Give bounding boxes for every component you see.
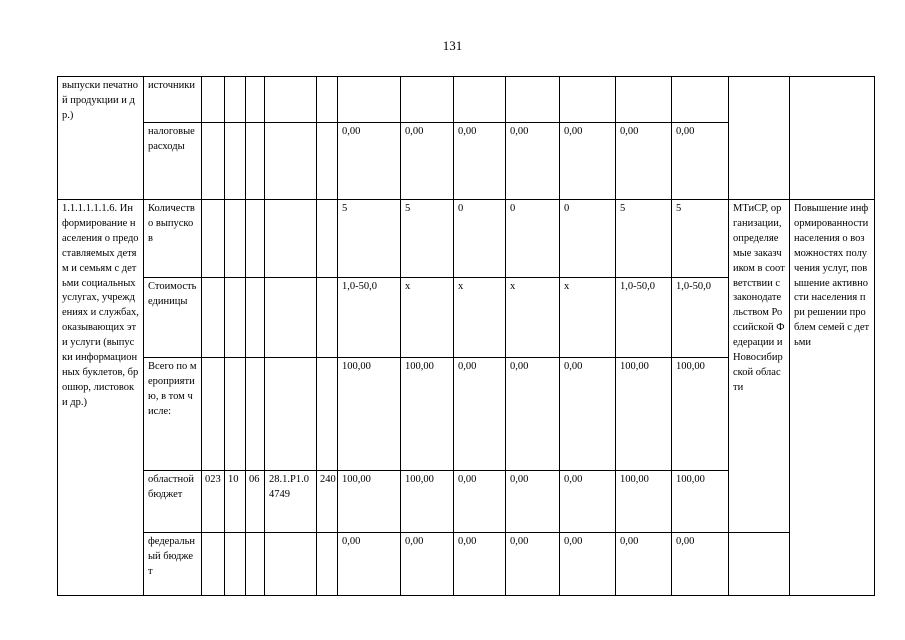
value-cell: 100,00	[401, 471, 454, 533]
value-cell: x	[401, 278, 454, 358]
value-cell: 100,00	[338, 358, 401, 471]
value-cell: 0,00	[560, 471, 616, 533]
code-cell	[225, 533, 246, 596]
value-cell: 0,00	[338, 123, 401, 200]
value-cell: 5	[616, 200, 672, 278]
value-cell: 1,0-50,0	[338, 278, 401, 358]
page-number: 131	[442, 38, 463, 53]
code-cell	[246, 77, 265, 123]
value-cell: 0	[506, 200, 560, 278]
code-cell	[225, 123, 246, 200]
value-cell: 0,00	[454, 533, 506, 596]
code-cell: 28.1.P1.04749	[265, 471, 317, 533]
value-cell: 0,00	[506, 358, 560, 471]
code-cell	[265, 77, 317, 123]
code-cell	[265, 533, 317, 596]
code-cell	[317, 200, 338, 278]
value-cell	[506, 77, 560, 123]
code-cell	[317, 77, 338, 123]
budget-table	[57, 76, 875, 596]
value-cell: 5	[338, 200, 401, 278]
value-cell: 100,00	[672, 471, 729, 533]
code-cell	[202, 123, 225, 200]
row-label: Количество выпусков	[144, 200, 202, 278]
code-cell	[202, 77, 225, 123]
value-cell: 0,00	[454, 358, 506, 471]
result-cell	[790, 77, 875, 200]
activity-name-cell: 1.1.1.1.1.1.6. Информирование населения о предоставляемых детям и семьям с детьми социальных услугах, учреждениях и службах, оказывающих эти услуги (выпуски информационных буклетов, брошюр, листовок и др.)	[58, 200, 144, 596]
code-cell	[225, 77, 246, 123]
table-row	[58, 533, 875, 596]
code-cell	[225, 200, 246, 278]
value-cell: 0,00	[506, 533, 560, 596]
value-cell	[672, 77, 729, 123]
value-cell: 0,00	[672, 123, 729, 200]
value-cell: 100,00	[338, 471, 401, 533]
activity-name-cell: выпуски печатной продукции и др.)	[58, 77, 144, 200]
code-cell	[202, 278, 225, 358]
value-cell: 5	[672, 200, 729, 278]
code-cell	[202, 533, 225, 596]
row-label: Всего по мероприятию, в том числе:	[144, 358, 202, 471]
code-cell	[317, 278, 338, 358]
row-label: федеральный бюджет	[144, 533, 202, 596]
value-cell: 0	[560, 200, 616, 278]
value-cell	[401, 77, 454, 123]
code-cell	[265, 200, 317, 278]
code-cell	[317, 533, 338, 596]
row-label: источники	[144, 77, 202, 123]
value-cell: 0,00	[616, 533, 672, 596]
value-cell: 1,0-50,0	[616, 278, 672, 358]
value-cell: 100,00	[672, 358, 729, 471]
value-cell	[560, 77, 616, 123]
result-cell: Повышение информированности населения о возможностях получения услуг, повышение активности населения при решении проблем семей с детьми	[790, 200, 875, 596]
row-label: Стоимость единицы	[144, 278, 202, 358]
value-cell: 0,00	[506, 123, 560, 200]
value-cell: 0,00	[401, 533, 454, 596]
code-cell	[202, 200, 225, 278]
value-cell: 0,00	[560, 123, 616, 200]
row-label: областной бюджет	[144, 471, 202, 533]
table-row	[58, 200, 875, 278]
code-cell	[225, 278, 246, 358]
value-cell: 100,00	[616, 358, 672, 471]
code-cell	[265, 358, 317, 471]
value-cell: 0,00	[560, 533, 616, 596]
value-cell	[338, 77, 401, 123]
code-cell	[265, 123, 317, 200]
code-cell: 240	[317, 471, 338, 533]
value-cell: 0,00	[338, 533, 401, 596]
value-cell: 0,00	[454, 123, 506, 200]
code-cell	[317, 123, 338, 200]
executor-cell: МТиСР, организации, определяемые заказчиком в соответствии с законодательством Российской Федерации и Новосибирской области	[729, 200, 790, 533]
table-row	[58, 77, 875, 123]
code-cell: 023	[202, 471, 225, 533]
value-cell: x	[506, 278, 560, 358]
value-cell: 0,00	[616, 123, 672, 200]
value-cell	[454, 77, 506, 123]
executor-cell	[729, 77, 790, 200]
value-cell: 5	[401, 200, 454, 278]
value-cell	[616, 77, 672, 123]
value-cell: x	[560, 278, 616, 358]
value-cell: 100,00	[616, 471, 672, 533]
code-cell	[225, 358, 246, 471]
code-cell	[246, 123, 265, 200]
code-cell	[246, 278, 265, 358]
code-cell	[202, 358, 225, 471]
value-cell: 0,00	[560, 358, 616, 471]
code-cell: 06	[246, 471, 265, 533]
value-cell: x	[454, 278, 506, 358]
value-cell: 0	[454, 200, 506, 278]
value-cell: 0,00	[506, 471, 560, 533]
value-cell: 100,00	[401, 358, 454, 471]
code-cell	[265, 278, 317, 358]
code-cell	[246, 200, 265, 278]
code-cell	[246, 533, 265, 596]
executor-cell	[729, 533, 790, 596]
value-cell: 0,00	[454, 471, 506, 533]
code-cell: 10	[225, 471, 246, 533]
code-cell	[246, 358, 265, 471]
row-label: налоговые расходы	[144, 123, 202, 200]
value-cell: 0,00	[672, 533, 729, 596]
value-cell: 1,0-50,0	[672, 278, 729, 358]
value-cell: 0,00	[401, 123, 454, 200]
code-cell	[317, 358, 338, 471]
